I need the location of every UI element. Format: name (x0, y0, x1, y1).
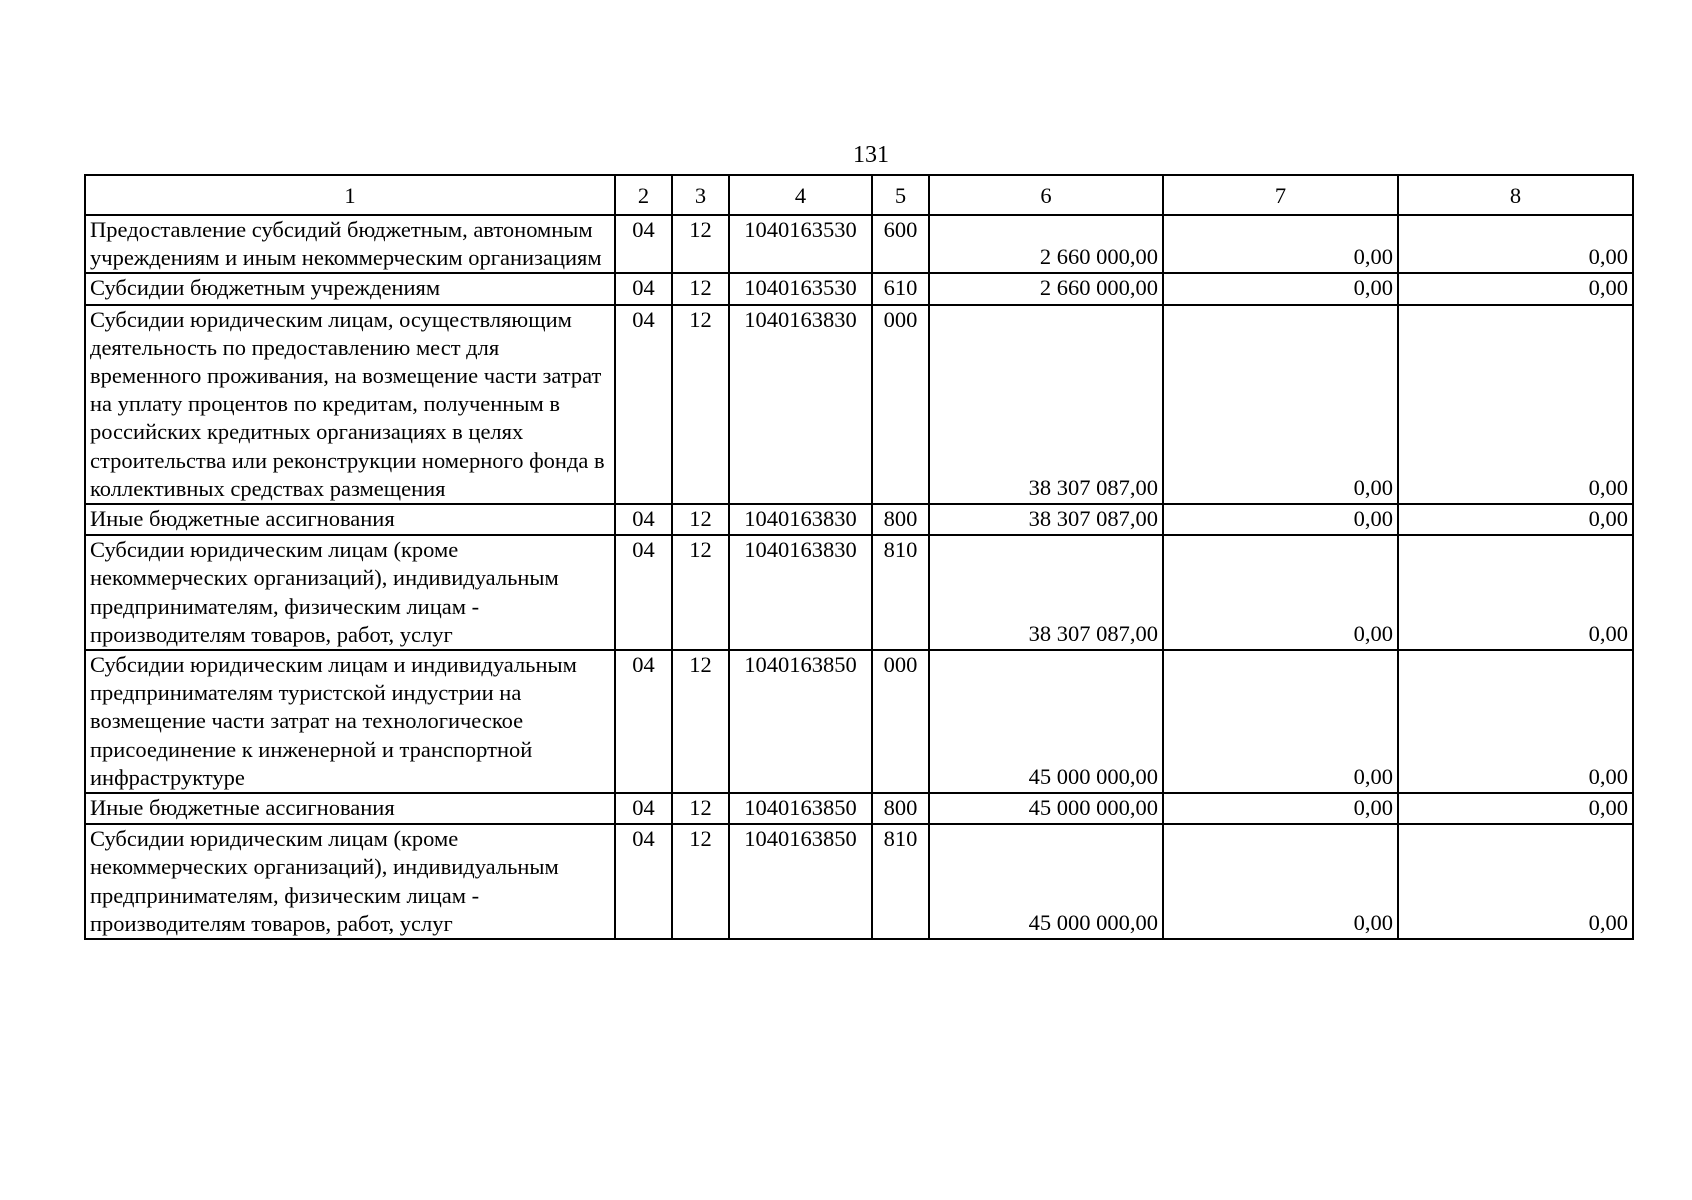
section-code-cell: 04 (615, 535, 672, 650)
column-header: 4 (729, 175, 872, 215)
section-code-cell: 04 (615, 650, 672, 793)
amount-col8-cell: 0,00 (1398, 215, 1633, 273)
amount-col7-cell: 0,00 (1163, 273, 1398, 304)
table-row (85, 273, 1633, 304)
target-article-cell: 1040163530 (729, 273, 872, 304)
amount-col8-cell: 0,00 (1398, 504, 1633, 535)
table-row (85, 650, 1633, 793)
subsection-code-cell: 12 (672, 535, 729, 650)
amount-col8-cell: 0,00 (1398, 650, 1633, 793)
row-name-cell: Иные бюджетные ассигнования (85, 504, 615, 535)
subsection-code-cell: 12 (672, 650, 729, 793)
table-row (85, 305, 1633, 504)
target-article-cell: 1040163530 (729, 215, 872, 273)
amount-col8-cell: 0,00 (1398, 535, 1633, 650)
subsection-code-cell: 12 (672, 305, 729, 504)
table-row (85, 793, 1633, 824)
expense-type-cell: 000 (872, 650, 929, 793)
column-header: 1 (85, 175, 615, 215)
table-row (85, 535, 1633, 650)
expense-type-cell: 800 (872, 793, 929, 824)
section-code-cell: 04 (615, 504, 672, 535)
row-name-cell: Субсидии юридическим лицам (кроме некоммерческих организаций), индивидуальным предпринимателям, физическим лицам - производителям товаров, работ, услуг (85, 535, 615, 650)
section-code-cell: 04 (615, 273, 672, 304)
section-code-cell: 04 (615, 305, 672, 504)
amount-col7-cell: 0,00 (1163, 535, 1398, 650)
amount-col6-cell: 45 000 000,00 (929, 793, 1163, 824)
column-header: 8 (1398, 175, 1633, 215)
column-header: 3 (672, 175, 729, 215)
amount-col7-cell: 0,00 (1163, 650, 1398, 793)
amount-col6-cell: 2 660 000,00 (929, 215, 1163, 273)
column-header: 7 (1163, 175, 1398, 215)
amount-col7-cell: 0,00 (1163, 824, 1398, 939)
table-row (85, 504, 1633, 535)
subsection-code-cell: 12 (672, 793, 729, 824)
row-name-cell: Иные бюджетные ассигнования (85, 793, 615, 824)
amount-col8-cell: 0,00 (1398, 273, 1633, 304)
target-article-cell: 1040163830 (729, 535, 872, 650)
table-row (85, 824, 1633, 939)
row-name-cell: Субсидии бюджетным учреждениям (85, 273, 615, 304)
amount-col8-cell: 0,00 (1398, 824, 1633, 939)
target-article-cell: 1040163850 (729, 650, 872, 793)
section-code-cell: 04 (615, 215, 672, 273)
amount-col6-cell: 38 307 087,00 (929, 305, 1163, 504)
section-code-cell: 04 (615, 824, 672, 939)
expense-type-cell: 810 (872, 824, 929, 939)
budget-table (84, 174, 1634, 940)
target-article-cell: 1040163850 (729, 824, 872, 939)
table-row (85, 215, 1633, 273)
row-name-cell: Субсидии юридическим лицам, осуществляющим деятельность по предоставлению мест для временного проживания, на возмещение части затрат на уплату процентов по кредитам, полученным в российских кредитных организациях в целях строительства или реконструкции номерного фонда в коллективных средствах размещения (85, 305, 615, 504)
amount-col6-cell: 45 000 000,00 (929, 824, 1163, 939)
subsection-code-cell: 12 (672, 215, 729, 273)
expense-type-cell: 600 (872, 215, 929, 273)
amount-col8-cell: 0,00 (1398, 793, 1633, 824)
section-code-cell: 04 (615, 793, 672, 824)
amount-col7-cell: 0,00 (1163, 215, 1398, 273)
amount-col6-cell: 38 307 087,00 (929, 535, 1163, 650)
expense-type-cell: 610 (872, 273, 929, 304)
table-header-row (85, 175, 1633, 215)
subsection-code-cell: 12 (672, 824, 729, 939)
amount-col6-cell: 38 307 087,00 (929, 504, 1163, 535)
target-article-cell: 1040163830 (729, 504, 872, 535)
column-header: 5 (872, 175, 929, 215)
expense-type-cell: 000 (872, 305, 929, 504)
row-name-cell: Субсидии юридическим лицам и индивидуальным предпринимателям туристской индустрии на возмещение части затрат на технологическое присоединение к инженерной и транспортной инфраструктуре (85, 650, 615, 793)
amount-col7-cell: 0,00 (1163, 793, 1398, 824)
subsection-code-cell: 12 (672, 504, 729, 535)
target-article-cell: 1040163850 (729, 793, 872, 824)
target-article-cell: 1040163830 (729, 305, 872, 504)
row-name-cell: Субсидии юридическим лицам (кроме некоммерческих организаций), индивидуальным предпринимателям, физическим лицам - производителям товаров, работ, услуг (85, 824, 615, 939)
column-header: 6 (929, 175, 1163, 215)
column-header: 2 (615, 175, 672, 215)
amount-col7-cell: 0,00 (1163, 305, 1398, 504)
row-name-cell: Предоставление субсидий бюджетным, автономным учреждениям и иным некоммерческим организациям (85, 215, 615, 273)
amount-col7-cell: 0,00 (1163, 504, 1398, 535)
expense-type-cell: 810 (872, 535, 929, 650)
amount-col6-cell: 45 000 000,00 (929, 650, 1163, 793)
subsection-code-cell: 12 (672, 273, 729, 304)
amount-col6-cell: 2 660 000,00 (929, 273, 1163, 304)
expense-type-cell: 800 (872, 504, 929, 535)
amount-col8-cell: 0,00 (1398, 305, 1633, 504)
page-number: 131 (853, 142, 889, 168)
